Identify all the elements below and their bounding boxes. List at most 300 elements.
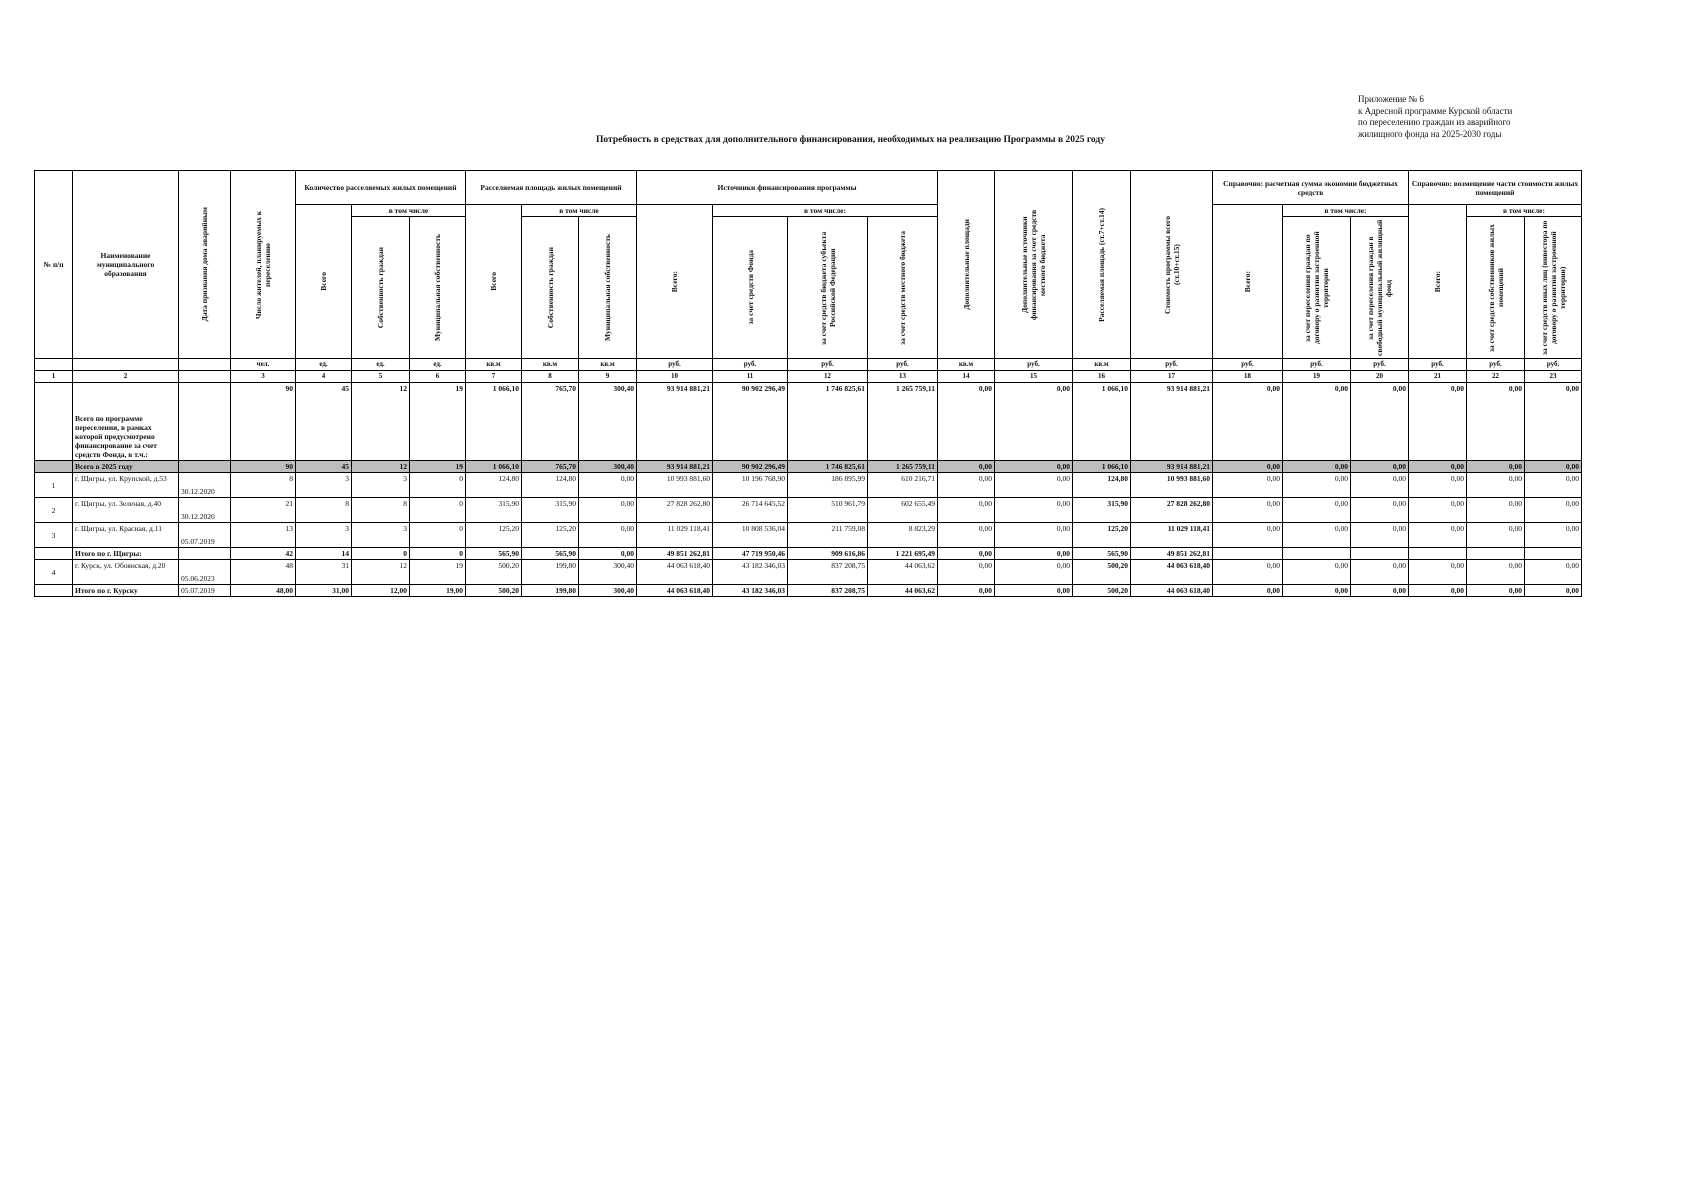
row-value: 125,20 [466, 523, 522, 548]
table-row [35, 585, 1582, 597]
row-number: 1 [35, 473, 73, 498]
header-resettled-area: Расселяемая площадь (ст.7+ст.14) [1097, 207, 1106, 322]
appendix-line: к Адресной программе Курской области [1358, 105, 1513, 116]
units-row [35, 359, 1582, 371]
appendix-line: по переселению граждан из аварийного [1358, 117, 1511, 127]
header-name: Наименование муниципального образования [73, 171, 179, 359]
unit-cell: руб. [637, 359, 713, 371]
unit-cell: ед. [296, 359, 352, 371]
unit-cell: руб. [1351, 359, 1409, 371]
column-number-cell: 7 [466, 371, 522, 383]
table-row [35, 548, 1582, 560]
header-cost-total: Стоимость программы всего (ст.10+ст.15) [1162, 215, 1181, 314]
table-row [35, 383, 1582, 461]
header-sources-total: Всего: [670, 270, 679, 293]
row-value: 0,00 [938, 548, 995, 560]
header-subject-budget-cell [788, 217, 868, 359]
row-value: 44 063 618,40 [637, 560, 713, 585]
row-value [1467, 548, 1525, 560]
unit-cell: чел. [231, 359, 296, 371]
header-date: Дата признания дома аварийным [200, 207, 209, 322]
header-extra-sources: Дополнительные источники финансирования за счет средств местного бюджета [1020, 209, 1047, 320]
column-number-cell: 3 [231, 371, 296, 383]
row-value: 19 [410, 383, 466, 461]
column-number-row [35, 371, 1582, 383]
row-number: 2 [35, 498, 73, 523]
row-value: 12 [352, 461, 410, 473]
row-value: 10 993 881,60 [637, 473, 713, 498]
row-value: 10 808 536,04 [713, 523, 788, 548]
unit-cell: кв.м [1073, 359, 1131, 371]
column-number-cell: 17 [1131, 371, 1213, 383]
row-value: 125,20 [522, 523, 579, 548]
column-number-cell: 14 [938, 371, 995, 383]
header-rooms-incl: в том числе [352, 205, 466, 217]
row-value: 0,00 [1351, 473, 1409, 498]
row-number [35, 461, 73, 473]
row-value: 0,00 [1351, 498, 1409, 523]
row-value: 0,00 [1213, 523, 1283, 548]
header-residents: Число жителей, планируемых к переселению [254, 210, 272, 319]
row-value: 47 719 950,46 [713, 548, 788, 560]
row-value: 1 066,10 [1073, 461, 1131, 473]
header-econ-a-cell [1283, 217, 1351, 359]
column-number-cell: 1 [35, 371, 73, 383]
row-value: 8 [296, 498, 352, 523]
header-date-cell [179, 171, 231, 359]
row-date [179, 383, 231, 461]
row-value: 300,40 [579, 383, 637, 461]
unit-cell: руб. [1213, 359, 1283, 371]
row-value: 0,00 [1351, 523, 1409, 548]
row-value: 42 [231, 548, 296, 560]
row-value: 48 [231, 560, 296, 585]
header-comp-incl: в том числе: [1467, 205, 1582, 217]
unit-cell: руб. [788, 359, 868, 371]
row-value: 909 616,86 [788, 548, 868, 560]
header-area-municipal: Муниципальная собственность [603, 234, 612, 341]
row-value: 602 655,49 [868, 498, 938, 523]
header-comp-total: Всего: [1433, 270, 1442, 293]
row-name: г. Щигры, ул. Зеленая, д.40 [73, 498, 179, 523]
row-number: 4 [35, 560, 73, 585]
unit-cell: руб. [1467, 359, 1525, 371]
row-value: 300,40 [579, 461, 637, 473]
row-value: 199,80 [522, 585, 579, 597]
header-econ-group: Справочно: расчетная сумма экономии бюджетных средств [1213, 171, 1409, 205]
row-value: 93 914 881,21 [1131, 383, 1213, 461]
row-value: 500,20 [466, 560, 522, 585]
unit-cell [35, 359, 73, 371]
column-number-cell: 20 [1351, 371, 1409, 383]
header-comp-a-cell [1467, 217, 1525, 359]
row-value: 21 [231, 498, 296, 523]
column-number-cell: 18 [1213, 371, 1283, 383]
unit-cell: руб. [1131, 359, 1213, 371]
column-number-cell: 2 [73, 371, 179, 383]
header-econ-b-cell [1351, 217, 1409, 359]
row-value: 124,80 [466, 473, 522, 498]
row-value: 0,00 [1409, 523, 1467, 548]
row-value: 27 828 262,80 [637, 498, 713, 523]
row-value: 0,00 [1213, 560, 1283, 585]
row-value: 0 [410, 523, 466, 548]
row-value: 10 196 768,90 [713, 473, 788, 498]
header-rooms-group: Количество расселяемых жилых помещений [296, 171, 466, 205]
row-value: 199,80 [522, 560, 579, 585]
row-value: 12 [352, 383, 410, 461]
row-value: 43 182 346,03 [713, 585, 788, 597]
column-number-cell: 13 [868, 371, 938, 383]
row-value: 0 [410, 548, 466, 560]
row-value: 0,00 [1283, 498, 1351, 523]
row-value: 3 [296, 523, 352, 548]
row-value: 0,00 [1283, 523, 1351, 548]
row-value: 300,40 [579, 585, 637, 597]
row-value: 0,00 [995, 523, 1073, 548]
row-value: 43 182 346,03 [713, 560, 788, 585]
header-area-municipal-cell [579, 217, 637, 359]
row-value: 0 [410, 498, 466, 523]
row-date: 05.07.2019 [179, 585, 231, 597]
row-value: 0,00 [579, 523, 637, 548]
appendix-line: жилищного фонда на 2025-2030 годы [1358, 128, 1502, 139]
row-value: 124,80 [522, 473, 579, 498]
row-value: 0,00 [938, 560, 995, 585]
row-name: Итого по г. Щигры: [73, 548, 179, 560]
row-value: 0,00 [1351, 461, 1409, 473]
header-row-1 [35, 171, 1582, 205]
row-value: 315,90 [522, 498, 579, 523]
row-value: 0,00 [995, 560, 1073, 585]
column-number-cell: 6 [410, 371, 466, 383]
row-value: 44 063 618,40 [1131, 585, 1213, 597]
row-value: 8 [231, 473, 296, 498]
row-value: 0,00 [1409, 383, 1467, 461]
row-value: 44 063 618,40 [1131, 560, 1213, 585]
header-local-budget-cell [868, 217, 938, 359]
header-comp-b-cell [1525, 217, 1582, 359]
appendix-note [1358, 94, 1598, 140]
row-value: 1 265 759,11 [868, 461, 938, 473]
row-value: 90 902 296,49 [713, 383, 788, 461]
row-value: 14 [296, 548, 352, 560]
table-row [35, 461, 1582, 473]
column-number-cell: 16 [1073, 371, 1131, 383]
header-rooms-total: Всего [319, 272, 328, 291]
row-value: 0,00 [995, 585, 1073, 597]
row-value: 45 [296, 383, 352, 461]
header-area-citizens-cell [522, 217, 579, 359]
row-value: 90 [231, 461, 296, 473]
row-value: 0,00 [1467, 461, 1525, 473]
header-subject-budget: за счет средств бюджета субъекта Российской Федерации [818, 230, 837, 345]
header-extra-area-cell [938, 171, 995, 359]
unit-cell: кв.м [579, 359, 637, 371]
column-number-cell: 22 [1467, 371, 1525, 383]
row-value: 0,00 [1525, 473, 1582, 498]
row-value: 8 [352, 498, 410, 523]
column-number-cell: 9 [579, 371, 637, 383]
row-date [179, 461, 231, 473]
header-area-group: Расселяемая площадь жилых помещений [466, 171, 637, 205]
row-value: 93 914 881,21 [637, 461, 713, 473]
row-date: 05.06.2023 [179, 560, 231, 585]
row-number [35, 585, 73, 597]
header-area-citizens: Собственность граждан [545, 246, 555, 329]
table-row [35, 473, 1582, 498]
units-row-group [35, 359, 1582, 371]
unit-cell: кв.м [466, 359, 522, 371]
header-cost-total-cell [1131, 171, 1213, 359]
header-area-total: Всего [489, 272, 498, 291]
header-rooms-citizens: Собственность граждан [376, 246, 385, 329]
row-value: 1 066,10 [466, 383, 522, 461]
row-value: 0,00 [995, 498, 1073, 523]
row-value: 124,80 [1073, 473, 1131, 498]
row-value: 565,90 [466, 548, 522, 560]
column-number-cell: 8 [522, 371, 579, 383]
row-value: 0,00 [1283, 461, 1351, 473]
row-value: 0,00 [1525, 498, 1582, 523]
header-rooms-municipal-cell [410, 217, 466, 359]
header-local-budget: за счет средств местного бюджета [898, 230, 907, 345]
row-value: 610 216,71 [868, 473, 938, 498]
row-value: 0,00 [995, 383, 1073, 461]
row-value: 0,00 [579, 498, 637, 523]
row-value: 0,00 [938, 473, 995, 498]
funding-table [34, 170, 1582, 597]
row-value: 837 208,75 [788, 560, 868, 585]
row-value: 0,00 [1467, 560, 1525, 585]
row-value: 44 063,62 [868, 560, 938, 585]
column-number-cell: 4 [296, 371, 352, 383]
row-value: 0,00 [1351, 560, 1409, 585]
header-comp-group: Справочно: возмещение части стоимости жилых помещений [1409, 171, 1582, 205]
row-name: г. Щигры, ул. Красная, д.11 [73, 523, 179, 548]
row-value: 1 265 759,11 [868, 383, 938, 461]
row-value: 315,90 [1073, 498, 1131, 523]
header-sources-incl: в том числе: [713, 205, 938, 217]
row-value: 0,00 [1409, 498, 1467, 523]
row-value: 10 993 881,60 [1131, 473, 1213, 498]
row-value: 0,00 [1283, 560, 1351, 585]
row-value: 0,00 [1283, 473, 1351, 498]
header-sources-total-cell [637, 205, 713, 359]
row-value: 3 [352, 523, 410, 548]
row-value: 0,00 [938, 523, 995, 548]
row-value: 31 [296, 560, 352, 585]
row-value: 26 714 645,52 [713, 498, 788, 523]
row-value: 45 [296, 461, 352, 473]
row-value: 0,00 [938, 461, 995, 473]
unit-cell: кв.м [938, 359, 995, 371]
row-value: 1 066,10 [466, 461, 522, 473]
row-value: 93 914 881,21 [637, 383, 713, 461]
row-number [35, 383, 73, 461]
row-value: 0,00 [1213, 383, 1283, 461]
row-value: 765,70 [522, 383, 579, 461]
row-value: 3 [296, 473, 352, 498]
row-value: 49 851 262,81 [1131, 548, 1213, 560]
row-value: 8 823,29 [868, 523, 938, 548]
row-value: 565,90 [1073, 548, 1131, 560]
row-value: 0 [352, 548, 410, 560]
row-value: 44 063,62 [868, 585, 938, 597]
row-value: 0,00 [1467, 498, 1525, 523]
row-name: Всего по программе переселения, в рамках которой предусмотрено финансирование за счет средств Фонда, в т.ч.: [73, 383, 179, 461]
table-row [35, 560, 1582, 585]
header-econ-incl: в том числе: [1283, 205, 1409, 217]
row-value: 0,00 [1351, 585, 1409, 597]
row-value: 300,40 [579, 560, 637, 585]
row-value: 0,00 [938, 498, 995, 523]
table-row [35, 523, 1582, 548]
row-value: 510 961,79 [788, 498, 868, 523]
row-value [1409, 548, 1467, 560]
row-value: 565,90 [522, 548, 579, 560]
row-value: 11 029 118,41 [637, 523, 713, 548]
header-rooms-total-cell [296, 205, 352, 359]
row-value: 1 066,10 [1073, 383, 1131, 461]
row-value: 211 759,08 [788, 523, 868, 548]
row-value: 125,20 [1073, 523, 1131, 548]
column-number-row-group [35, 371, 1582, 383]
row-value: 31,00 [296, 585, 352, 597]
unit-cell: руб. [1409, 359, 1467, 371]
header-rooms-municipal: Муниципальная собственность [433, 234, 442, 341]
row-value: 0,00 [938, 383, 995, 461]
row-value: 49 851 262,81 [637, 548, 713, 560]
column-number-cell: 23 [1525, 371, 1582, 383]
row-value: 500,20 [1073, 560, 1131, 585]
header-area-incl: в том числе [522, 205, 637, 217]
header-fund: за счет средств Фонда [745, 250, 755, 325]
unit-cell: руб. [868, 359, 938, 371]
row-value: 93 914 881,21 [1131, 461, 1213, 473]
row-number: 3 [35, 523, 73, 548]
header-resettled-area-cell [1073, 171, 1131, 359]
column-number-cell: 19 [1283, 371, 1351, 383]
header-fund-cell [713, 217, 788, 359]
row-value: 0,00 [1213, 585, 1283, 597]
header-econ-b: за счет переселения граждан в свободный муниципальный жилищный фонд [1366, 219, 1393, 356]
column-number-cell: 10 [637, 371, 713, 383]
header-comp-b: за счет средств иных лиц (инвестора по договору о развитии застроенной территории) [1539, 220, 1567, 355]
row-value: 0,00 [579, 548, 637, 560]
row-value: 0,00 [1467, 473, 1525, 498]
unit-cell [179, 359, 231, 371]
unit-cell: руб. [995, 359, 1073, 371]
header-econ-total-cell [1213, 205, 1283, 359]
row-value: 315,90 [466, 498, 522, 523]
row-value: 0,00 [1467, 523, 1525, 548]
row-value: 1 221 695,49 [868, 548, 938, 560]
header-extra-sources-cell [995, 171, 1073, 359]
row-value: 48,00 [231, 585, 296, 597]
header-rooms-citizens-cell [352, 217, 410, 359]
row-value: 27 828 262,80 [1131, 498, 1213, 523]
row-value: 90 902 296,49 [713, 461, 788, 473]
appendix-line: Приложение № 6 [1358, 94, 1424, 104]
row-value: 0,00 [995, 461, 1073, 473]
row-value: 0,00 [1213, 498, 1283, 523]
row-value: 0,00 [1525, 461, 1582, 473]
row-value: 500,20 [1073, 585, 1131, 597]
row-date: 30.12.2020 [179, 473, 231, 498]
row-value: 0,00 [995, 473, 1073, 498]
row-value: 0,00 [1525, 523, 1582, 548]
header-num: № п/п [35, 171, 73, 359]
header-residents-cell [231, 171, 296, 359]
unit-cell: руб. [713, 359, 788, 371]
row-number [35, 548, 73, 560]
row-value [1351, 548, 1409, 560]
row-name: Итого по г. Курску [73, 585, 179, 597]
unit-cell: руб. [1283, 359, 1351, 371]
row-value: 19,00 [410, 585, 466, 597]
row-name: Всего в 2025 году [73, 461, 179, 473]
row-value: 12,00 [352, 585, 410, 597]
table-row [35, 498, 1582, 523]
row-value: 186 895,99 [788, 473, 868, 498]
row-name: г. Щигры, ул. Крупской, д.53 [73, 473, 179, 498]
row-value: 3 [352, 473, 410, 498]
row-value: 0,00 [995, 548, 1073, 560]
header-sources-group: Источники финансирования программы [637, 171, 938, 205]
column-number-cell: 12 [788, 371, 868, 383]
row-value: 0,00 [1409, 473, 1467, 498]
unit-cell: ед. [352, 359, 410, 371]
header-extra-area: Дополнительные площади [961, 219, 971, 310]
row-value: 19 [410, 560, 466, 585]
column-number-cell: 11 [713, 371, 788, 383]
row-value [1283, 548, 1351, 560]
row-value: 765,70 [522, 461, 579, 473]
column-number-cell: 21 [1409, 371, 1467, 383]
column-number-cell: 5 [352, 371, 410, 383]
row-value: 0,00 [1467, 585, 1525, 597]
row-value: 500,20 [466, 585, 522, 597]
column-number-cell [179, 371, 231, 383]
row-value: 0,00 [579, 473, 637, 498]
row-value: 0,00 [1213, 461, 1283, 473]
row-value: 12 [352, 560, 410, 585]
row-value: 0,00 [1525, 383, 1582, 461]
row-value: 0,00 [1213, 473, 1283, 498]
row-value: 0,00 [1283, 585, 1351, 597]
row-value: 0,00 [1409, 461, 1467, 473]
header-comp-a: за счет средств собственников жилых помещений [1486, 223, 1505, 352]
header-econ-total: Всего: [1243, 270, 1252, 293]
row-value: 11 029 118,41 [1131, 523, 1213, 548]
row-date: 05.07.2019 [179, 523, 231, 548]
row-date [179, 548, 231, 560]
row-value: 837 208,75 [788, 585, 868, 597]
row-value: 0,00 [938, 585, 995, 597]
row-value: 1 746 825,61 [788, 383, 868, 461]
row-value: 0,00 [1409, 560, 1467, 585]
row-name: г. Курск, ул. Обоянская, д.20 [73, 560, 179, 585]
row-value: 90 [231, 383, 296, 461]
document-title: Потребность в средствах для дополнительного финансирования, необходимых на реализацию Программы в 2025 году [596, 135, 1105, 145]
row-value: 0 [410, 473, 466, 498]
row-value: 19 [410, 461, 466, 473]
row-value [1525, 548, 1582, 560]
row-value: 0,00 [1351, 383, 1409, 461]
column-number-cell: 15 [995, 371, 1073, 383]
unit-cell: руб. [1525, 359, 1582, 371]
